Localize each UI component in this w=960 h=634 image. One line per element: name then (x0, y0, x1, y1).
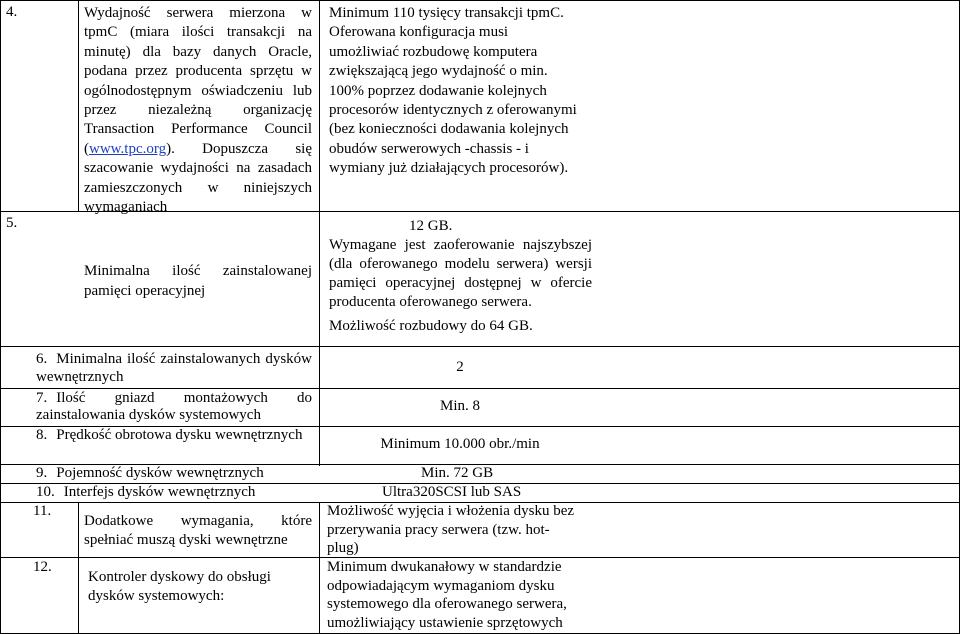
requirement-description (36, 483, 316, 501)
row-number: 4. (6, 4, 18, 20)
description-text: Interfejs dysków wewnętrznych (63, 484, 256, 500)
grid-line (319, 502, 320, 634)
requirement-value: Możliwość wyjęcia i włożenia dysku bez przerywania pracy serwera (tzw. hot-plug) (327, 503, 575, 556)
row-number: 9. (36, 465, 48, 481)
row-number: 7. (36, 390, 48, 406)
requirement-line: Możliwość rozbudowy do 64 GB. (329, 318, 533, 334)
grid-line (0, 388, 960, 389)
requirement-description: Minimalna ilość zainstalowanej pamięci operacyjnej (84, 263, 312, 299)
requirement-description (36, 350, 312, 386)
requirement-value: Min. 8 (439, 398, 480, 414)
requirement-value: Minimum dwukanałowy w standardzie odpowiadającym wymaganiom dysku systemowego dla oferowanego serwera, umożliwiający ustawienie sprzętowych (327, 559, 567, 631)
row-number: 11. (33, 503, 52, 519)
requirement-value: Minimum 110 tysięcy transakcji tpmC. Oferowana konfiguracja musi umożliwiać rozbudowę komputera zwiększającą jego wydajność o min. 100% poprzez dodawanie kolejnych procesorów identycznych z oferowanymi (bez konieczności dodawania kolejnych obudów serwerowych -chassis - i wymiany już działających procesorów). (329, 5, 577, 177)
grid-line (78, 0, 79, 211)
row-number: 5. (6, 215, 18, 231)
grid-line (0, 0, 960, 1)
requirement-description: Dodatkowe wymagania, które spełniać muszą dyski wewnętrzne (84, 513, 312, 548)
description-text: Pojemność dysków wewnętrznych (56, 465, 264, 481)
requirement-description (36, 464, 316, 482)
requirement-description (36, 427, 312, 444)
requirement-description (36, 390, 312, 424)
row-number: 8. (36, 427, 48, 443)
requirement-description (84, 4, 312, 217)
requirement-value: Min. 72 GB (421, 465, 494, 481)
requirement-value (329, 216, 592, 336)
description-text: Minimalna ilość zainstalowanych dysków wewnętrznych (36, 351, 312, 385)
row-number: 10. (36, 484, 55, 500)
row-number: 6. (36, 351, 48, 367)
description-text: ). Dopuszcza się szacowanie wydajności na zasadach zamieszczonych w niniejszych wymaganiach (84, 140, 312, 216)
requirement-value: Ultra320SCSI lub SAS (382, 484, 522, 500)
description-text: Ilość gniazd montażowych do zainstalowania dysków systemowych (36, 390, 312, 423)
description-text: Prędkość obrotowa dysku wewnętrznych (56, 427, 303, 443)
grid-line (78, 502, 79, 634)
grid-line (0, 0, 1, 634)
grid-line (0, 346, 960, 347)
description-text: Wydajność serwera mierzona w tpmC (miara ilości transakcji na minutę) dla bazy danych Oracle, podana przez producenta sprzętu w ogólnodostępnym oświadczeniu lub przez niezależną organizację Transaction Performance Council ( (84, 5, 312, 157)
row-number: 12. (33, 559, 52, 575)
tpc-link[interactable]: www.tpc.org (89, 140, 167, 157)
requirement-value: Minimum 10.000 obr./min (380, 436, 540, 452)
requirement-description: Kontroler dyskowy do obsługi dysków systemowych: (88, 569, 271, 604)
requirement-value: 2 (456, 359, 464, 375)
requirement-paragraph: Wymagane jest zaoferowanie najszybszej (dla oferowanego modelu serwera) wersji pamięci operacyjnej dostępnej w ofercie producenta oferowanego serwera. (329, 237, 592, 310)
requirement-line: 12 GB. (409, 218, 453, 234)
